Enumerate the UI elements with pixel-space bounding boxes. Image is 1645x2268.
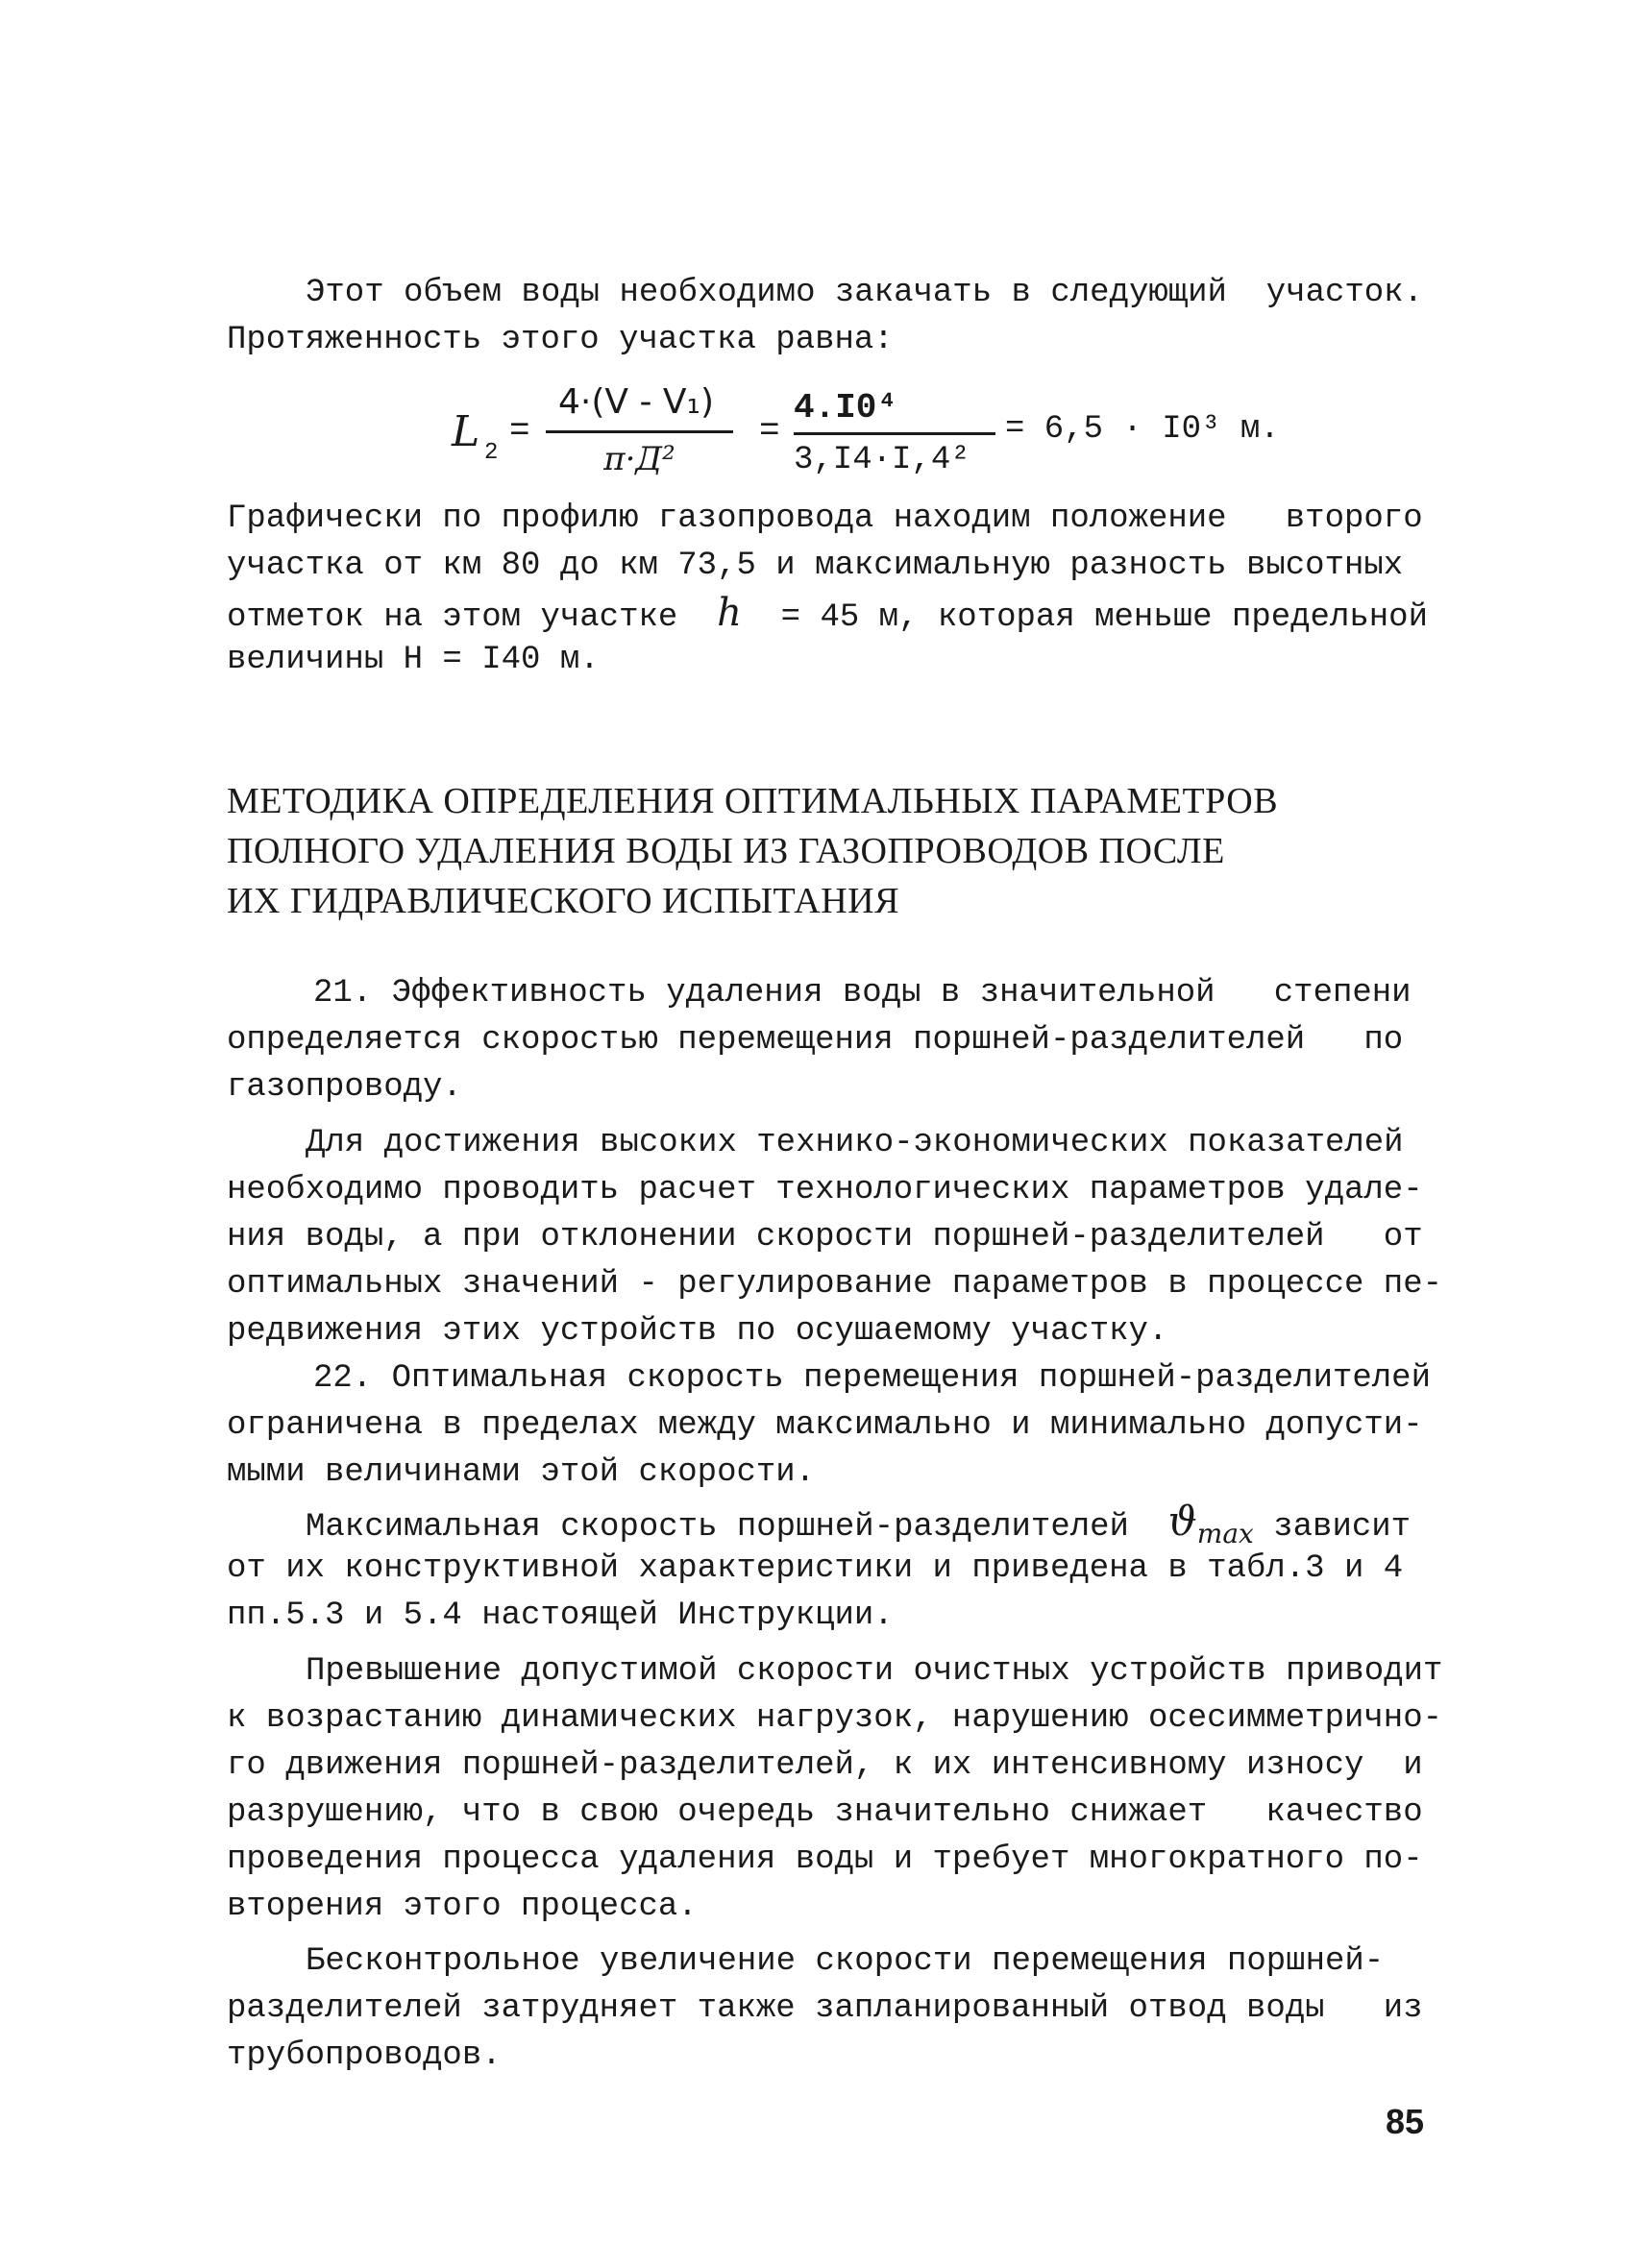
- formula-eq2: =: [759, 411, 780, 451]
- p21-line2: определяется скоростью перемещения поршней-разделителей по: [227, 1022, 1404, 1059]
- p22b-line3: пп.5.3 и 5.4 настоящей Инструкции.: [227, 1597, 894, 1634]
- p21b-line1: Для достижения высоких технико-экономических показателей: [306, 1125, 1404, 1161]
- formula-lhs-letter: L: [452, 407, 480, 456]
- p22d-line1: Бесконтрольное увеличение скорости перемещения поршней-: [306, 1943, 1385, 1980]
- p21b-line2: необходимо проводить расчет технологических параметров удале-: [227, 1172, 1423, 1208]
- para2-h-symbol: h: [717, 591, 742, 635]
- para1-line2: Протяженность этого участка равна:: [227, 322, 894, 358]
- para2-line3-a: отметок на этом участке: [227, 599, 718, 636]
- formula-bar1: [546, 430, 733, 433]
- p22d-line2: разделителей затрудняет также запланированный отвод воды из: [227, 1990, 1423, 2027]
- formula-rhs: = 6,5 · I0³ м.: [1005, 411, 1280, 448]
- section-heading-line3: ИХ ГИДРАВЛИЧЕСКОГО ИСПЫТАНИЯ: [227, 881, 899, 921]
- para2-line2: участка от км 80 до км 73,5 и максимальную разность высотных: [227, 548, 1404, 584]
- p21b-line3: ния воды, а при отклонении скорости поршней-разделителей от: [227, 1219, 1423, 1256]
- p22b-line1-a: Максимальная скорость поршней-разделителей: [306, 1509, 1168, 1546]
- v-max-symbol: ϑ: [1167, 1498, 1197, 1545]
- section-heading-line1: МЕТОДИКА ОПРЕДЕЛЕНИЯ ОПТИМАЛЬНЫХ ПАРАМЕТРОВ: [227, 781, 1279, 821]
- p22c-line5: проведения процесса удаления воды и требует многократного по-: [227, 1841, 1423, 1878]
- p22c-line4: разрушению, что в свою очередь значительно снижает качество: [227, 1794, 1423, 1831]
- p22b-line2: от их конструктивной характеристики и приведена в табл.3 и 4: [227, 1550, 1404, 1587]
- formula-eq1: =: [509, 411, 530, 451]
- formula-num1: 4·(V - V₁): [558, 382, 714, 422]
- p22-line2: ограничена в пределах между максимально и минимально допусти-: [227, 1407, 1423, 1444]
- p22-line1: 22. Оптимальная скорость перемещения поршней-разделителей: [313, 1360, 1431, 1397]
- formula-bar2: [794, 432, 995, 435]
- v-max-subscript: max: [1196, 1517, 1254, 1549]
- formula-lhs-sub: 2: [484, 440, 499, 466]
- para2-line3-b: = 45 м, которая меньше предельной: [741, 599, 1428, 636]
- para2-line3: [227, 591, 1428, 637]
- p22c-line3: го движения поршней-разделителей, к их интенсивному износу и: [227, 1747, 1423, 1784]
- p22b-line1-b: зависит: [1253, 1509, 1412, 1546]
- p22b-line1: [306, 1498, 1412, 1553]
- p22d-line3: трубопроводов.: [227, 2037, 502, 2074]
- section-heading-line2: ПОЛНОГО УДАЛЕНИЯ ВОДЫ ИЗ ГАЗОПРОВОДОВ ПОСЛЕ: [227, 831, 1225, 871]
- page-number: 85: [1386, 2102, 1425, 2141]
- p22c-line6: вторения этого процесса.: [227, 1889, 698, 1925]
- formula-den2: 3,I4·I,4²: [794, 442, 970, 478]
- para2-line1: Графически по профилю газопровода находим положение второго: [227, 500, 1423, 537]
- p21-line3: газопроводу.: [227, 1069, 462, 1106]
- para2-line4: величины Н = I40 м.: [227, 642, 600, 678]
- formula-num2: 4.I0⁴: [794, 388, 898, 427]
- p22-line3: мыми величинами этой скорости.: [227, 1454, 816, 1491]
- formula-den1: π·Д²: [603, 440, 675, 478]
- p22c-line1: Превышение допустимой скорости очистных устройств приводит: [306, 1653, 1443, 1690]
- p21b-line4: оптимальных значений - регулирование параметров в процессе пе-: [227, 1266, 1443, 1303]
- p22c-line2: к возрастанию динамических нагрузок, нарушению осесимметрично-: [227, 1700, 1443, 1737]
- p21b-line5: редвижения этих устройств по осушаемому участку.: [227, 1313, 1168, 1350]
- para1-line1: Этот объем воды необходимо закачать в следующий участок.: [306, 275, 1423, 311]
- p21-line1: 21. Эффективность удаления воды в значительной степени: [313, 975, 1412, 1012]
